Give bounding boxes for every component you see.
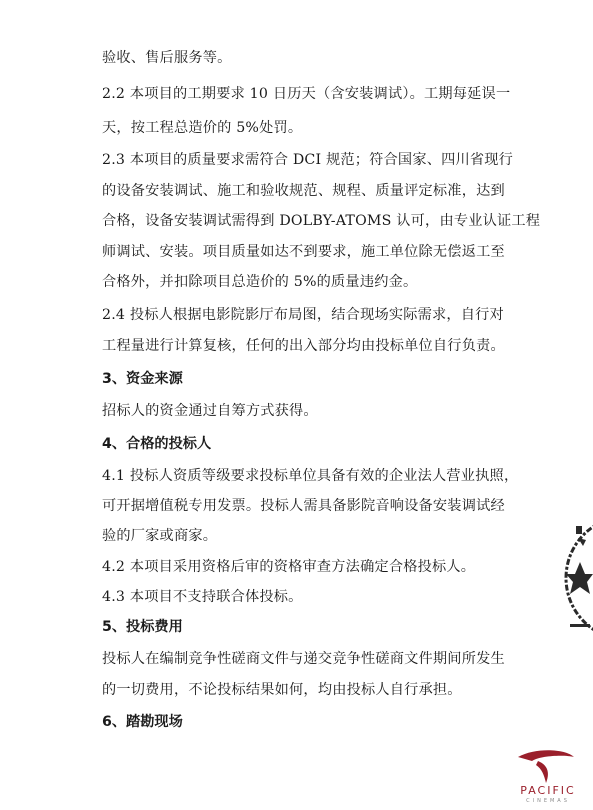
paragraph-line: 验收、售后服务等。 [102, 50, 232, 66]
section-heading: 3、资金来源 [102, 371, 183, 387]
paragraph-line: 验的厂家或商家。 [102, 528, 218, 544]
paragraph-line: 合格外，并扣除项目总造价的 5%的质量违约金。 [102, 274, 418, 290]
section-heading: 5、投标费用 [102, 619, 183, 635]
paragraph-line: 可开据增值税专用发票。投标人需具备影院音响设备安装调试经 [102, 498, 505, 514]
paragraph-line: 2.3 本项目的质量要求需符合 DCI 规范；符合国家、四川省现行 [102, 152, 514, 168]
paragraph-line: 2.4 投标人根据电影院影厅布局图，结合现场实际需求，自行对 [102, 307, 504, 323]
paragraph-line: 的一切费用，不论投标结果如何，均由投标人自行承担。 [102, 682, 462, 698]
logo-wordmark: PACIFIC [520, 784, 576, 797]
paragraph-line: 4.1 投标人资质等级要求投标单位具备有效的企业法人营业执照， [102, 468, 519, 484]
paragraph-line: 招标人的资金通过自筹方式获得。 [102, 403, 318, 419]
seal-stamp-fragment [556, 512, 593, 644]
logo-subtitle: CINEMAS [526, 798, 570, 804]
paragraph-line: 4.2 本项目采用资格后审的资格审查方法确定合格投标人。 [102, 559, 476, 575]
paragraph-line: 天，按工程总造价的 5%处罚。 [102, 120, 303, 136]
paragraph-line: 2.2 本项目的工期要求 10 日历天（含安装调试）。工期每延误一 [102, 86, 511, 102]
paragraph-line: 的设备安装调试、施工和验收规范、规程、质量评定标准，达到 [102, 183, 505, 199]
paragraph-line: 工程量进行计算复核，任何的出入部分均由投标单位自行负责。 [102, 338, 505, 354]
paragraph-line: 投标人在编制竞争性磋商文件与递交竞争性磋商文件期间所发生 [102, 651, 505, 667]
paragraph-line: 师调试、安装。项目质量如达不到要求，施工单位除无偿返工至 [102, 244, 505, 260]
section-heading: 4、合格的投标人 [102, 436, 212, 452]
paragraph-line: 合格，设备安装调试需得到 DOLBY-ATOMS 认可，由专业认证工程 [102, 213, 541, 229]
paragraph-line: 4.3 本项目不支持联合体投标。 [102, 589, 303, 605]
section-heading: 6、踏勘现场 [102, 714, 183, 730]
